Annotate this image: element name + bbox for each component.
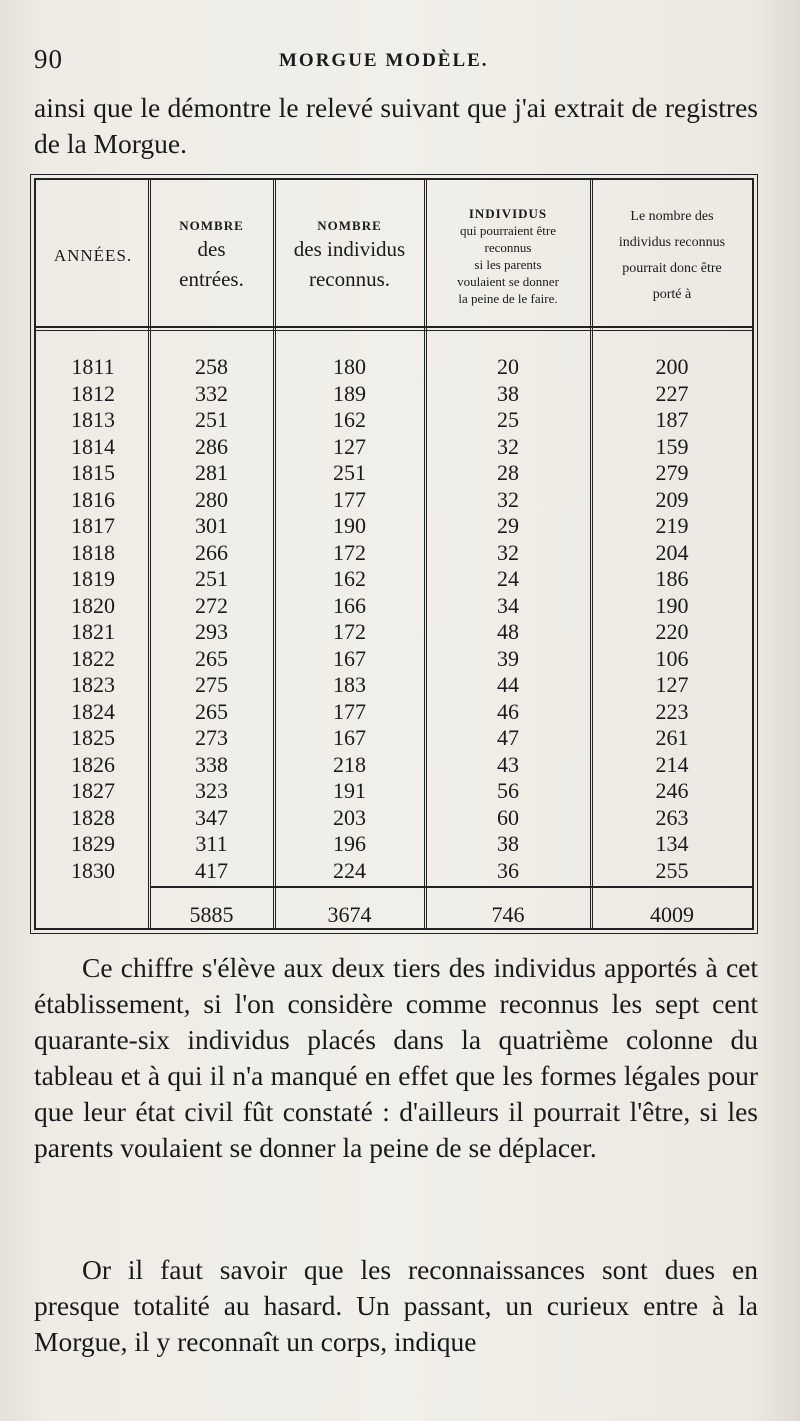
header-entrees: NOMBRE des entrées. [179, 218, 244, 291]
cell-pourraient: 29 [497, 513, 519, 538]
cell-pourraient: 60 [497, 804, 519, 830]
cell-porte: 227 [655, 380, 689, 406]
cell-entrees: 281 [195, 460, 228, 485]
cell-pourraient: 34 [497, 592, 519, 618]
cell-reconnus: 172 [333, 619, 366, 644]
cell-porte: 204 [655, 539, 689, 565]
header-rule [36, 326, 752, 328]
cell-pourraient: 32 [497, 486, 519, 512]
morgue-table [34, 178, 754, 930]
cell-pourraient: 56 [497, 778, 519, 803]
cell-year: 1813 [71, 407, 115, 432]
intro-paragraph: ainsi que le démontre le relevé suivant que j'ai extrait de registres de la Morgue. [34, 92, 758, 159]
cell-reconnus: 162 [333, 566, 366, 591]
cell-year: 1816 [71, 486, 115, 512]
body-paragraph: Ce chiffre s'élève aux deux tiers des individus apportés à cet établissement, si l'on considère comme reconnus les sept cent quarante-six individus placés dans la quatrième colonne du tableau et à qui il n'a manqué en effet que les formes légales pour que leur état civil fût constaté : d'ailleurs il pourrait l'être, si les parents voulaient se donner la peine de se déplacer. [34, 952, 758, 1163]
cell-entrees: 272 [195, 592, 228, 618]
cell-pourraient: 47 [497, 725, 519, 750]
table-row [36, 354, 752, 380]
cell-reconnus: 180 [333, 354, 366, 379]
cell-year: 1822 [71, 645, 115, 671]
cell-porte: 279 [655, 460, 689, 485]
cell-entrees: 293 [195, 619, 228, 644]
table-row [36, 381, 752, 407]
cell-pourraient: 48 [497, 619, 519, 644]
cell-reconnus: 224 [333, 857, 366, 883]
totals-rule [150, 886, 752, 888]
cell-entrees: 265 [195, 645, 228, 671]
cell-year: 1829 [71, 831, 115, 856]
cell-entrees: 301 [195, 513, 228, 538]
cell-pourraient: 44 [497, 672, 519, 697]
cell-entrees: 323 [195, 778, 228, 803]
cell-year: 1815 [71, 460, 115, 485]
cell-year: 1818 [71, 539, 115, 565]
cell-reconnus: 189 [333, 380, 366, 406]
header-rule [36, 330, 752, 331]
cell-year: 1814 [71, 433, 115, 459]
table-row [36, 646, 752, 672]
running-title: MORGUE MODÈLE. [279, 50, 489, 71]
cell-year: 1827 [71, 778, 115, 803]
total-entrees: 5885 [189, 902, 234, 927]
table-row [36, 487, 752, 513]
cell-entrees: 338 [195, 751, 228, 777]
cell-entrees: 275 [195, 672, 228, 697]
cell-entrees: 251 [195, 566, 228, 591]
cell-porte: 134 [655, 831, 689, 856]
table-row [36, 699, 752, 725]
cell-reconnus: 190 [333, 513, 366, 538]
cell-year: 1830 [71, 857, 115, 883]
body-paragraph: Or il faut savoir que les reconnaissances sont dues en presque totalité au hasard. Un passant, un curieux entre à la Morgue, il y reconnaît un corps, indique [34, 1254, 758, 1357]
cell-entrees: 273 [195, 725, 228, 750]
cell-entrees: 332 [195, 380, 228, 406]
cell-year: 1817 [71, 513, 115, 538]
cell-entrees: 266 [195, 539, 228, 565]
cell-entrees: 417 [195, 857, 228, 883]
page-number: 90 [34, 44, 63, 74]
cell-reconnus: 167 [333, 725, 366, 750]
cell-entrees: 265 [195, 698, 228, 724]
cell-reconnus: 196 [333, 831, 366, 856]
cell-porte: 219 [655, 513, 689, 538]
cell-year: 1821 [71, 619, 115, 644]
table-row [36, 619, 752, 645]
table-row [36, 805, 752, 831]
cell-pourraient: 25 [497, 407, 519, 432]
table-row [36, 725, 752, 751]
cell-porte: 200 [655, 354, 689, 379]
cell-porte: 223 [655, 698, 689, 724]
page-header [34, 44, 754, 78]
header-pourraient: INDIVIDUS qui pourraient être reconnus si les parents voulaient se donner la peine de le faire. [457, 205, 559, 306]
table-row [36, 513, 752, 539]
cell-entrees: 251 [195, 407, 228, 432]
header-annees: ANNÉES. [53, 246, 133, 265]
cell-entrees: 311 [195, 831, 228, 856]
cell-year: 1820 [71, 592, 115, 618]
cell-porte: 214 [655, 751, 689, 777]
cell-pourraient: 32 [497, 539, 519, 565]
cell-reconnus: 203 [333, 804, 366, 830]
total-pourraient: 746 [491, 902, 525, 927]
total-reconnus: 3674 [327, 902, 372, 927]
cell-porte: 106 [655, 645, 689, 671]
cell-porte: 187 [655, 407, 689, 432]
cell-pourraient: 32 [497, 433, 519, 459]
cell-entrees: 280 [195, 486, 228, 512]
cell-year: 1811 [71, 354, 115, 379]
table-row [36, 778, 752, 804]
cell-porte: 263 [655, 804, 689, 830]
cell-reconnus: 177 [333, 698, 366, 724]
table-row [36, 672, 752, 698]
header-porte: Le nombre des individus reconnus pourrait donc être porté à [618, 209, 726, 302]
cell-porte: 255 [655, 857, 689, 883]
table-row [36, 566, 752, 592]
cell-pourraient: 46 [497, 698, 519, 724]
cell-pourraient: 43 [497, 751, 519, 777]
table-row [36, 434, 752, 460]
cell-year: 1825 [71, 725, 115, 750]
cell-year: 1823 [71, 672, 115, 697]
cell-pourraient: 39 [497, 645, 519, 671]
table-row [36, 540, 752, 566]
table-row [36, 858, 752, 884]
cell-reconnus: 162 [333, 407, 366, 432]
cell-entrees: 347 [195, 804, 228, 830]
cell-pourraient: 24 [497, 566, 519, 591]
cell-year: 1828 [71, 804, 115, 830]
cell-pourraient: 38 [497, 831, 519, 856]
cell-pourraient: 38 [497, 380, 519, 406]
cell-reconnus: 166 [333, 592, 366, 618]
cell-entrees: 258 [195, 354, 228, 379]
cell-pourraient: 20 [497, 354, 519, 379]
cell-year: 1812 [71, 380, 115, 406]
cell-reconnus: 167 [333, 645, 366, 671]
cell-porte: 186 [655, 566, 689, 591]
cell-porte: 159 [655, 433, 689, 459]
table-row [36, 407, 752, 433]
table-row [36, 460, 752, 486]
table-row [36, 593, 752, 619]
cell-porte: 190 [655, 592, 689, 618]
cell-year: 1819 [71, 566, 115, 591]
cell-porte: 209 [655, 486, 689, 512]
cell-reconnus: 251 [333, 460, 366, 485]
cell-porte: 261 [655, 725, 689, 750]
cell-entrees: 286 [195, 433, 228, 459]
header-reconnus: NOMBRE des individus reconnus. [293, 218, 406, 291]
cell-pourraient: 28 [497, 460, 519, 485]
cell-year: 1826 [71, 751, 115, 777]
table-row [36, 831, 752, 857]
cell-reconnus: 218 [333, 751, 366, 777]
cell-reconnus: 183 [333, 672, 366, 697]
cell-year: 1824 [71, 698, 115, 724]
total-porte: 4009 [650, 902, 694, 927]
cell-reconnus: 172 [333, 539, 366, 565]
cell-porte: 127 [655, 672, 689, 697]
cell-porte: 220 [655, 619, 689, 644]
cell-pourraient: 36 [497, 857, 519, 883]
cell-reconnus: 191 [333, 778, 366, 803]
table-row [36, 752, 752, 778]
cell-porte: 246 [655, 778, 689, 803]
cell-reconnus: 177 [333, 486, 366, 512]
cell-reconnus: 127 [333, 433, 366, 459]
